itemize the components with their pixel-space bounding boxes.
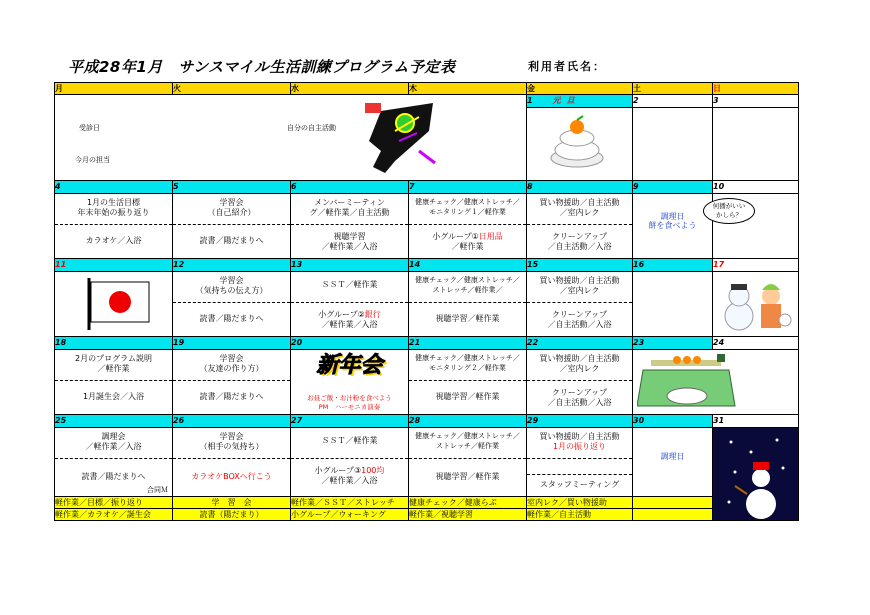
weekday-thu: 木	[409, 83, 527, 95]
body-cell-20: 新年会 お昼ご飯・お汁粉を食べよう PM ハーモニカ演奏	[291, 350, 409, 415]
body-cell-3	[713, 108, 799, 181]
weekday-tue: 火	[173, 83, 291, 95]
day-cell-3: 3	[713, 95, 799, 108]
body-cell-29: 買い物援助／自主活動 1月の振り返り スタッフミーティング	[527, 428, 633, 497]
note-clinic: 受診日	[79, 124, 100, 132]
body-cell-26: 学習会 （相手の気持ち） カラオケBOXへ行こう	[173, 428, 291, 497]
body-cell-17	[713, 272, 799, 337]
week1-number-row	[55, 181, 799, 194]
weekday-header-row	[55, 83, 799, 95]
body-cell-16	[633, 272, 713, 337]
day-cell-10: 10	[713, 181, 799, 194]
week3-number-row	[55, 337, 799, 350]
body-cell-1	[527, 108, 633, 181]
schedule-table	[54, 82, 799, 521]
kotatsu-cat-icon	[637, 352, 737, 412]
body-cell-27: ＳＳＴ／軽作業 小グループ③100均 ／軽作業／入浴	[291, 428, 409, 497]
day-cell-22: 22	[527, 337, 633, 350]
day-cell-19: 19	[173, 337, 291, 350]
body-cell-6: メンバーミーティン グ／軽作業／自主活動 視聴学習 ／軽作業／入浴	[291, 194, 409, 259]
day-cell-16: 16	[633, 259, 713, 272]
day-cell-21: 21	[409, 337, 527, 350]
day-cell-20: 20	[291, 337, 409, 350]
day-cell-25: 25	[55, 415, 173, 428]
body-cell-5: 学習会 （自己紹介） 読書／陽だまりへ	[173, 194, 291, 259]
body-cell-9: 調理日 餅を食べよう	[633, 194, 713, 259]
day-cell-30: 30	[633, 415, 713, 428]
day-cell-7: 7	[409, 181, 527, 194]
note-staff: 今月の担当	[75, 156, 110, 164]
day-cell-17: 17	[713, 259, 799, 272]
monthly-notes-cell	[55, 95, 527, 181]
body-cell-18: 2月のプログラム説明 ／軽作業 1月誕生会／入浴	[55, 350, 173, 415]
page-title: 平成28年1月 サンスマイル生活訓練プログラム予定表	[68, 58, 456, 76]
weekday-sun: 日	[713, 83, 799, 95]
body-cell-28: 健康チェック／健康ストレッチ／ ストレッチ／軽作業 視聴学習／軽作業	[409, 428, 527, 497]
footer-row-2: 軽作業／カラオケ／誕生会 読書（陽だまり） 小グループ／ウォーキング 軽作業／視聴学習 軽作業／自主活動	[55, 509, 799, 521]
weekday-wed: 水	[291, 83, 409, 95]
day-cell-26: 26	[173, 415, 291, 428]
day-cell-13: 13	[291, 259, 409, 272]
hagoita-icon	[359, 101, 439, 177]
day-cell-9: 9	[633, 181, 713, 194]
weekday-mon: 月	[55, 83, 173, 95]
joint-meeting-note: 合同Ｍ	[147, 486, 168, 494]
body-cell-8: 買い物援助／自主活動 ／室内レク クリーンアップ ／自主活動／入浴	[527, 194, 633, 259]
day-cell-15: 15	[527, 259, 633, 272]
day-cell-12: 12	[173, 259, 291, 272]
day-cell-5: 5	[173, 181, 291, 194]
weekday-fri: 金	[527, 83, 633, 95]
day-cell-24: 24	[713, 337, 799, 350]
day-cell-2: 2	[633, 95, 713, 108]
body-cell-23-24	[633, 350, 799, 415]
body-cell-21: 健康チェック／健康ストレッチ／ モニタリング２／軽作業 視聴学習／軽作業	[409, 350, 527, 415]
snowman-icon	[717, 274, 795, 334]
weekday-sat: 土	[633, 83, 713, 95]
day-cell-4: 4	[55, 181, 173, 194]
day-cell-29: 29	[527, 415, 633, 428]
body-cell-31	[713, 428, 799, 521]
day-cell-6: 6	[291, 181, 409, 194]
week2-number-row	[55, 259, 799, 272]
snowman-night-icon	[721, 432, 791, 528]
day-cell-18: 18	[55, 337, 173, 350]
body-cell-14: 健康チェック／健康ストレッチ／ ストレッチ／軽作業／ 視聴学習／軽作業	[409, 272, 527, 337]
day-cell-11: 11	[55, 259, 173, 272]
new-year-party-text: 新年会	[316, 353, 383, 378]
user-name-label: 利用者氏名：	[528, 60, 606, 73]
kagami-mochi-icon	[547, 114, 607, 170]
japan-flag-icon	[83, 276, 153, 332]
body-cell-2	[633, 108, 713, 181]
week4-number-row	[55, 415, 799, 428]
body-cell-4: 1月の生活目標 年末年始の振り返り カラオケ／入浴	[55, 194, 173, 259]
day-cell-1: 1 元旦	[527, 95, 633, 108]
body-cell-22: 買い物援助／自主活動 ／室内レク クリーンアップ ／自主活動／入浴	[527, 350, 633, 415]
body-cell-25: 調理会 ／軽作業／入浴 読書／陽だまりへ 合同Ｍ	[55, 428, 173, 497]
body-cell-11	[55, 272, 173, 337]
body-cell-13: ＳＳＴ／軽作業 小グループ②銀行 ／軽作業／入浴	[291, 272, 409, 337]
day-cell-28: 28	[409, 415, 527, 428]
body-cell-12: 学習会 （気持ちの伝え方） 読書／陽だまりへ	[173, 272, 291, 337]
body-cell-7: 健康チェック／健康ストレッチ／ モニタリング１／軽作業 小グループ①日用品 ／軽作業	[409, 194, 527, 259]
body-cell-10	[713, 194, 799, 259]
body-cell-30: 調理日	[633, 428, 713, 497]
note-self-activity: 自分の自主活動	[287, 124, 336, 132]
body-cell-19: 学習会 （友達の作り方） 読書／陽だまりへ	[173, 350, 291, 415]
day-cell-14: 14	[409, 259, 527, 272]
day-cell-23: 23	[633, 337, 713, 350]
speech-bubble: 何播がいい かしら？	[703, 198, 755, 224]
body-cell-15: 買い物援助／自主活動 ／室内レク クリーンアップ ／自主活動／入浴	[527, 272, 633, 337]
day-cell-8: 8	[527, 181, 633, 194]
footer-row-1: 軽作業／目標／振り返り 学 習 会 軽作業／ＳＳＴ／ストレッチ 健康チェック／健康らぶ 室内レク／買い物援助	[55, 497, 799, 509]
day-cell-31: 31	[713, 415, 799, 428]
day-cell-27: 27	[291, 415, 409, 428]
